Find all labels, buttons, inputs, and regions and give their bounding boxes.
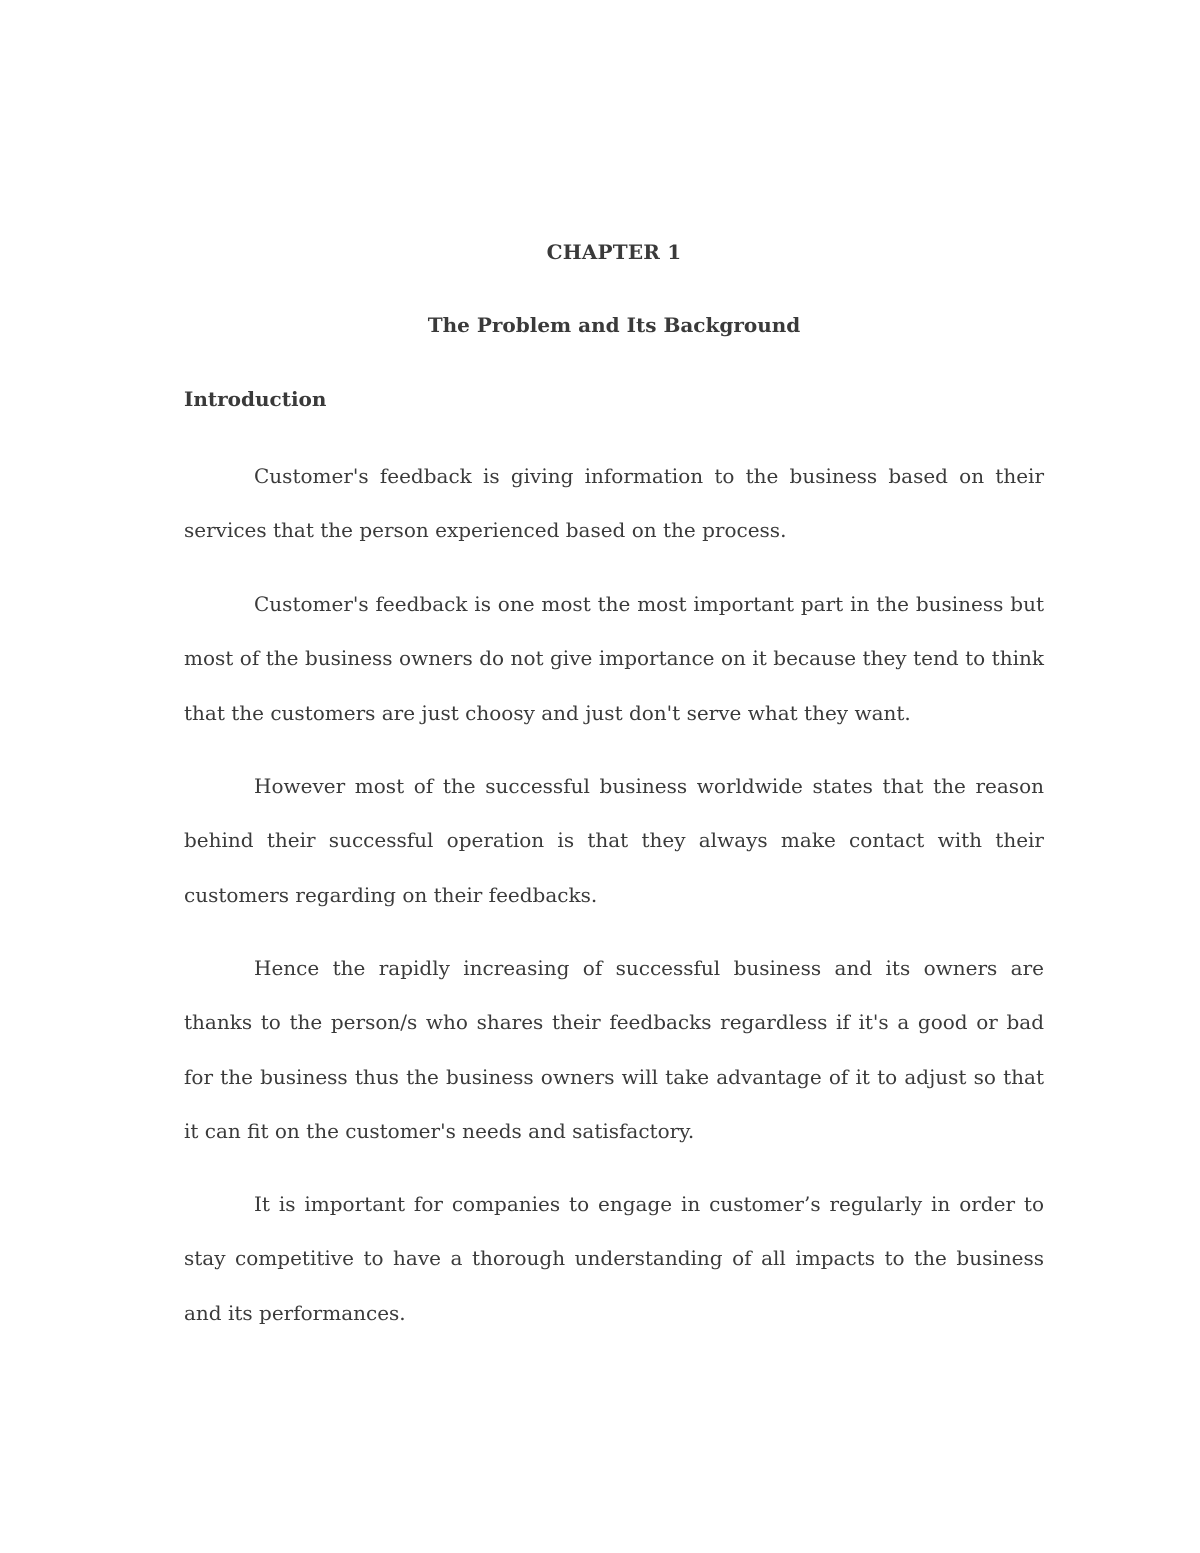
paragraph-5: It is important for companies to engage in customer’s regularly in order to stay competitive to have a thorough understanding of all impacts to the business and its performances. — [184, 1192, 1044, 1325]
paragraph-1: Customer's feedback is giving information to the business based on their services that the person experienced based on the process. — [184, 464, 1044, 543]
paragraph-2: Customer's feedback is one most the most important part in the business but most of the business owners do not give importance on it because they tend to think that the customers are just choosy and just don't serve what they want. — [184, 592, 1044, 725]
chapter-label: CHAPTER 1 — [546, 240, 682, 264]
paragraph-3: However most of the successful business worldwide states that the reason behind their successful operation is that they always make contact with their customers regarding on their feedbacks. — [184, 774, 1044, 907]
paragraph-4: Hence the rapidly increasing of successful business and its owners are thanks to the person/s who shares their feedbacks regardless if it's a good or bad for the business thus the business owners will take advantage of it to adjust so that it can fit on the customer's needs and satisfactory. — [184, 956, 1044, 1143]
section-heading-introduction: Introduction — [184, 387, 327, 411]
chapter-title: The Problem and Its Background — [427, 313, 801, 337]
